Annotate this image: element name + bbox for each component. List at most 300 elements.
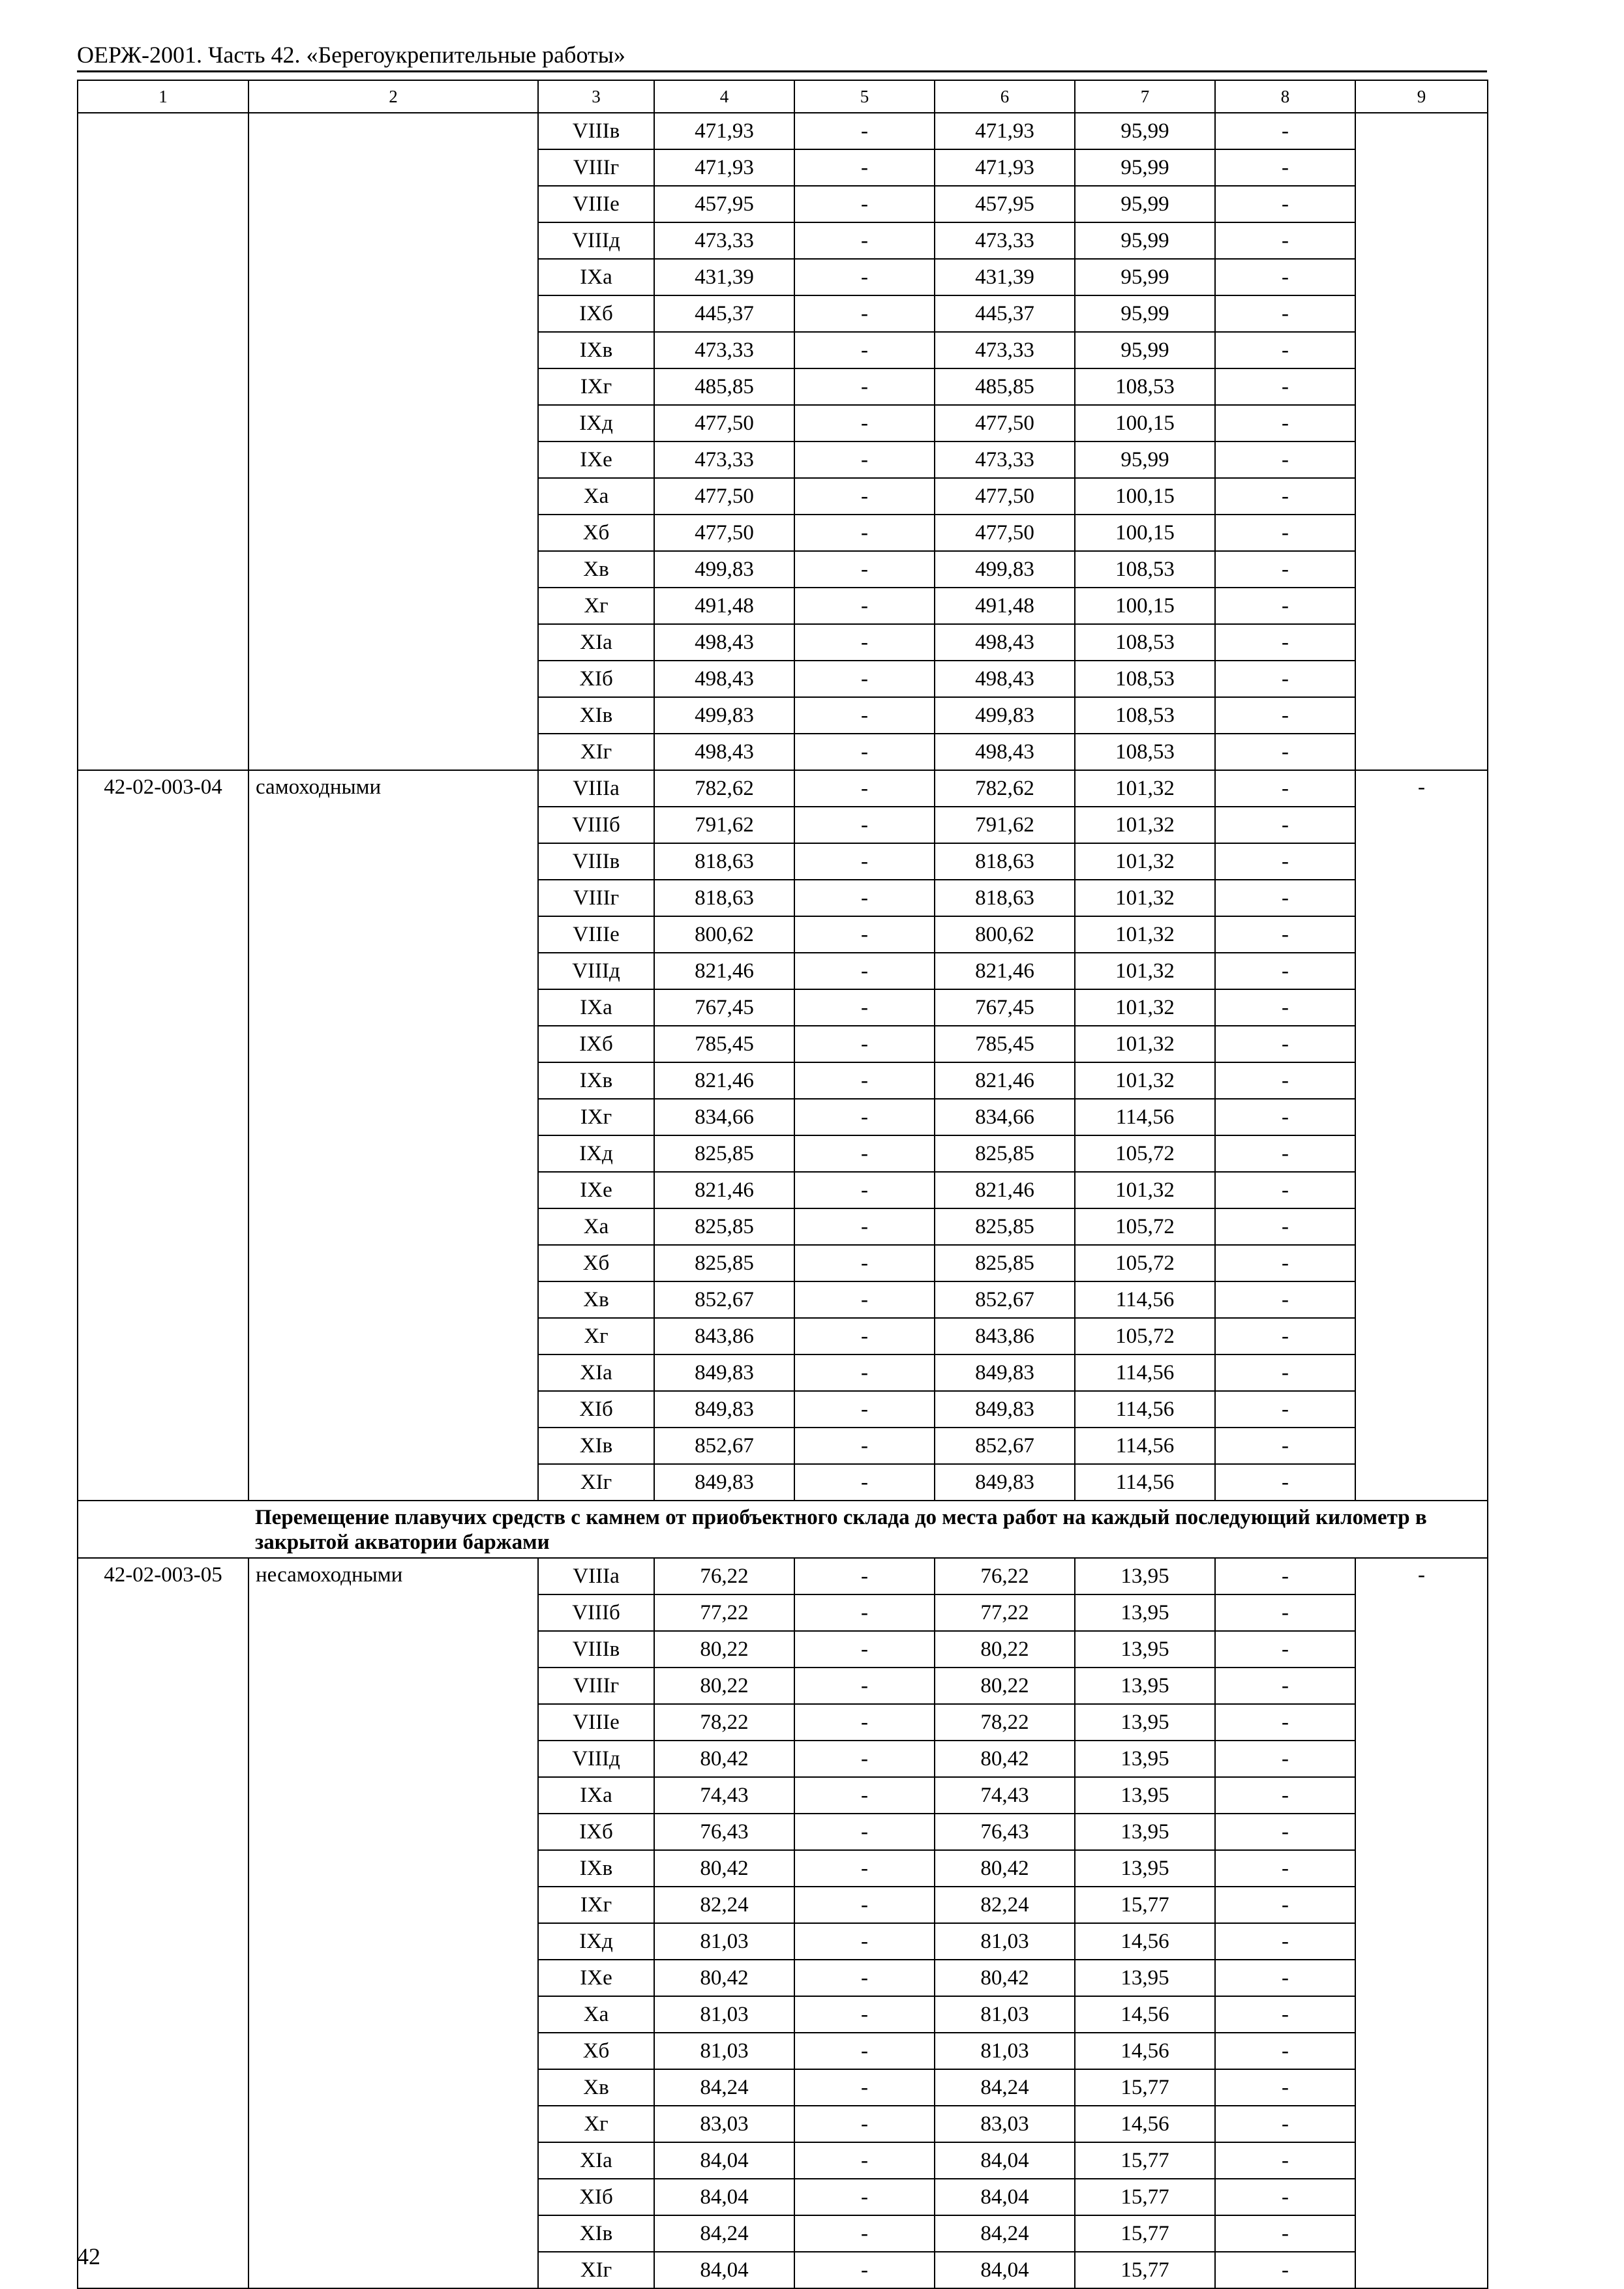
machine-cost-cell: 77,22 xyxy=(935,1594,1075,1631)
machine-cost-cell: 81,03 xyxy=(935,1996,1075,2033)
wages-cell: - xyxy=(794,1428,935,1464)
machinist-wages-cell: 13,95 xyxy=(1075,1814,1215,1850)
machinist-wages-cell: 14,56 xyxy=(1075,1923,1215,1960)
rock-category-cell: Xб xyxy=(538,1245,654,1281)
rock-category-cell: XIа xyxy=(538,2142,654,2179)
machine-cost-cell: 767,45 xyxy=(935,989,1075,1026)
materials-cell: - xyxy=(1215,1996,1355,2033)
machine-cost-cell: 498,43 xyxy=(935,624,1075,661)
rock-category-cell: IXб xyxy=(538,1814,654,1850)
wages-cell: - xyxy=(794,1464,935,1501)
machine-cost-cell: 84,24 xyxy=(935,2069,1075,2106)
rock-category-cell: IXа xyxy=(538,259,654,295)
machine-cost-cell: 782,62 xyxy=(935,770,1075,807)
column-9-cell: - xyxy=(1355,1558,1488,2288)
rock-category-cell: VIIIe xyxy=(538,1704,654,1741)
machinist-wages-cell: 13,95 xyxy=(1075,1741,1215,1777)
machine-cost-cell: 80,42 xyxy=(935,1960,1075,1996)
machine-cost-cell: 499,83 xyxy=(935,551,1075,588)
machinist-wages-cell: 101,32 xyxy=(1075,880,1215,916)
total-cost-cell: 84,04 xyxy=(654,2142,794,2179)
total-cost-cell: 81,03 xyxy=(654,1996,794,2033)
rock-category-cell: XIв xyxy=(538,697,654,734)
materials-cell: - xyxy=(1215,186,1355,222)
rock-category-cell: Xв xyxy=(538,2069,654,2106)
materials-cell: - xyxy=(1215,332,1355,368)
machine-cost-cell: 477,50 xyxy=(935,478,1075,515)
rock-category-cell: VIIIe xyxy=(538,186,654,222)
machine-cost-cell: 80,22 xyxy=(935,1631,1075,1668)
materials-cell: - xyxy=(1215,2142,1355,2179)
machinist-wages-cell: 95,99 xyxy=(1075,441,1215,478)
total-cost-cell: 76,22 xyxy=(654,1558,794,1594)
machinist-wages-cell: 114,56 xyxy=(1075,1391,1215,1428)
machinist-wages-cell: 13,95 xyxy=(1075,1558,1215,1594)
norm-code-cell: 42-02-003-05 xyxy=(78,1558,248,2288)
machinist-wages-cell: 13,95 xyxy=(1075,1960,1215,1996)
total-cost-cell: 821,46 xyxy=(654,953,794,989)
total-cost-cell: 852,67 xyxy=(654,1281,794,1318)
total-cost-cell: 445,37 xyxy=(654,295,794,332)
machinist-wages-cell: 108,53 xyxy=(1075,368,1215,405)
wages-cell: - xyxy=(794,1594,935,1631)
wages-cell: - xyxy=(794,661,935,697)
materials-cell: - xyxy=(1215,551,1355,588)
rock-category-cell: IXд xyxy=(538,1135,654,1172)
materials-cell: - xyxy=(1215,661,1355,697)
machine-cost-cell: 485,85 xyxy=(935,368,1075,405)
machinist-wages-cell: 108,53 xyxy=(1075,697,1215,734)
total-cost-cell: 477,50 xyxy=(654,405,794,441)
total-cost-cell: 843,86 xyxy=(654,1318,794,1354)
wages-cell: - xyxy=(794,515,935,551)
machinist-wages-cell: 14,56 xyxy=(1075,2033,1215,2069)
machinist-wages-cell: 13,95 xyxy=(1075,1704,1215,1741)
materials-cell: - xyxy=(1215,1704,1355,1741)
total-cost-cell: 499,83 xyxy=(654,551,794,588)
materials-cell: - xyxy=(1215,259,1355,295)
total-cost-cell: 849,83 xyxy=(654,1464,794,1501)
wages-cell: - xyxy=(794,1960,935,1996)
materials-cell: - xyxy=(1215,515,1355,551)
machinist-wages-cell: 13,95 xyxy=(1075,1594,1215,1631)
rock-category-cell: XIа xyxy=(538,1354,654,1391)
total-cost-cell: 498,43 xyxy=(654,661,794,697)
machinist-wages-cell: 95,99 xyxy=(1075,186,1215,222)
machine-cost-cell: 849,83 xyxy=(935,1391,1075,1428)
materials-cell: - xyxy=(1215,1631,1355,1668)
machine-cost-cell: 825,85 xyxy=(935,1135,1075,1172)
machine-cost-cell: 471,93 xyxy=(935,113,1075,149)
column-number: 7 xyxy=(1075,80,1215,113)
machine-cost-cell: 471,93 xyxy=(935,149,1075,186)
wages-cell: - xyxy=(794,1814,935,1850)
price-table xyxy=(77,80,1488,2289)
total-cost-cell: 852,67 xyxy=(654,1428,794,1464)
page-header-title: ОЕРЖ-2001. Часть 42. «Берегоукрепительные работы» xyxy=(77,42,625,68)
materials-cell: - xyxy=(1215,734,1355,770)
wages-cell: - xyxy=(794,149,935,186)
machinist-wages-cell: 105,72 xyxy=(1075,1135,1215,1172)
machine-cost-cell: 76,43 xyxy=(935,1814,1075,1850)
rock-category-cell: Xг xyxy=(538,1318,654,1354)
materials-cell: - xyxy=(1215,2033,1355,2069)
wages-cell: - xyxy=(794,295,935,332)
machine-cost-cell: 80,42 xyxy=(935,1850,1075,1887)
materials-cell: - xyxy=(1215,2252,1355,2288)
machinist-wages-cell: 15,77 xyxy=(1075,2069,1215,2106)
wages-cell: - xyxy=(794,2033,935,2069)
wages-cell: - xyxy=(794,1887,935,1923)
materials-cell: - xyxy=(1215,368,1355,405)
rock-category-cell: IXв xyxy=(538,1850,654,1887)
rock-category-cell: VIIIа xyxy=(538,770,654,807)
rock-category-cell: XIв xyxy=(538,1428,654,1464)
total-cost-cell: 84,24 xyxy=(654,2069,794,2106)
materials-cell: - xyxy=(1215,2069,1355,2106)
machinist-wages-cell: 95,99 xyxy=(1075,149,1215,186)
total-cost-cell: 78,22 xyxy=(654,1704,794,1741)
total-cost-cell: 849,83 xyxy=(654,1354,794,1391)
wages-cell: - xyxy=(794,807,935,843)
materials-cell: - xyxy=(1215,916,1355,953)
materials-cell: - xyxy=(1215,1208,1355,1245)
rock-category-cell: XIа xyxy=(538,624,654,661)
rock-category-cell: VIIIг xyxy=(538,149,654,186)
materials-cell: - xyxy=(1215,1960,1355,1996)
machine-cost-cell: 818,63 xyxy=(935,880,1075,916)
materials-cell: - xyxy=(1215,149,1355,186)
rock-category-cell: VIIIe xyxy=(538,916,654,953)
total-cost-cell: 782,62 xyxy=(654,770,794,807)
column-number: 3 xyxy=(538,80,654,113)
total-cost-cell: 82,24 xyxy=(654,1887,794,1923)
wages-cell: - xyxy=(794,1668,935,1704)
rock-category-cell: IXе xyxy=(538,441,654,478)
rock-category-cell: VIIIд xyxy=(538,953,654,989)
machinist-wages-cell: 14,56 xyxy=(1075,1996,1215,2033)
materials-cell: - xyxy=(1215,953,1355,989)
column-number: 4 xyxy=(654,80,794,113)
machinist-wages-cell: 13,95 xyxy=(1075,1850,1215,1887)
rock-category-cell: XIг xyxy=(538,2252,654,2288)
total-cost-cell: 485,85 xyxy=(654,368,794,405)
wages-cell: - xyxy=(794,989,935,1026)
machine-cost-cell: 834,66 xyxy=(935,1099,1075,1135)
machine-cost-cell: 825,85 xyxy=(935,1245,1075,1281)
machine-cost-cell: 852,67 xyxy=(935,1428,1075,1464)
total-cost-cell: 81,03 xyxy=(654,1923,794,1960)
materials-cell: - xyxy=(1215,1923,1355,1960)
machinist-wages-cell: 15,77 xyxy=(1075,2179,1215,2215)
materials-cell: - xyxy=(1215,1391,1355,1428)
column-number: 1 xyxy=(78,80,248,113)
machine-cost-cell: 821,46 xyxy=(935,953,1075,989)
machine-cost-cell: 791,62 xyxy=(935,807,1075,843)
section-title-row xyxy=(78,1501,1488,1558)
column-9-cell: - xyxy=(1355,770,1488,1501)
materials-cell: - xyxy=(1215,1887,1355,1923)
wages-cell: - xyxy=(794,697,935,734)
machine-cost-cell: 473,33 xyxy=(935,222,1075,259)
machinist-wages-cell: 101,32 xyxy=(1075,1172,1215,1208)
machine-cost-cell: 473,33 xyxy=(935,441,1075,478)
total-cost-cell: 457,95 xyxy=(654,186,794,222)
total-cost-cell: 498,43 xyxy=(654,734,794,770)
materials-cell: - xyxy=(1215,1814,1355,1850)
rock-category-cell: IXе xyxy=(538,1172,654,1208)
machine-cost-cell: 477,50 xyxy=(935,515,1075,551)
wages-cell: - xyxy=(794,113,935,149)
machinist-wages-cell: 95,99 xyxy=(1075,259,1215,295)
wages-cell: - xyxy=(794,1391,935,1428)
total-cost-cell: 477,50 xyxy=(654,478,794,515)
total-cost-cell: 473,33 xyxy=(654,222,794,259)
total-cost-cell: 74,43 xyxy=(654,1777,794,1814)
machine-cost-cell: 473,33 xyxy=(935,332,1075,368)
rock-category-cell: Xб xyxy=(538,515,654,551)
total-cost-cell: 849,83 xyxy=(654,1391,794,1428)
total-cost-cell: 767,45 xyxy=(654,989,794,1026)
materials-cell: - xyxy=(1215,1281,1355,1318)
materials-cell: - xyxy=(1215,1428,1355,1464)
materials-cell: - xyxy=(1215,2215,1355,2252)
machine-cost-cell: 81,03 xyxy=(935,1923,1075,1960)
machinist-wages-cell: 101,32 xyxy=(1075,807,1215,843)
total-cost-cell: 818,63 xyxy=(654,880,794,916)
machinist-wages-cell: 114,56 xyxy=(1075,1354,1215,1391)
rock-category-cell: IXв xyxy=(538,1062,654,1099)
rock-category-cell: IXб xyxy=(538,1026,654,1062)
wages-cell: - xyxy=(794,441,935,478)
machine-cost-cell: 498,43 xyxy=(935,661,1075,697)
machinist-wages-cell: 101,32 xyxy=(1075,989,1215,1026)
machinist-wages-cell: 105,72 xyxy=(1075,1208,1215,1245)
wages-cell: - xyxy=(794,405,935,441)
materials-cell: - xyxy=(1215,697,1355,734)
wages-cell: - xyxy=(794,1099,935,1135)
machinist-wages-cell: 114,56 xyxy=(1075,1428,1215,1464)
column-number-row xyxy=(78,80,1488,113)
materials-cell: - xyxy=(1215,1777,1355,1814)
wages-cell: - xyxy=(794,880,935,916)
machinist-wages-cell: 13,95 xyxy=(1075,1777,1215,1814)
wages-cell: - xyxy=(794,1850,935,1887)
machine-cost-cell: 800,62 xyxy=(935,916,1075,953)
total-cost-cell: 80,22 xyxy=(654,1631,794,1668)
materials-cell: - xyxy=(1215,1594,1355,1631)
machinist-wages-cell: 108,53 xyxy=(1075,661,1215,697)
materials-cell: - xyxy=(1215,807,1355,843)
rock-category-cell: IXд xyxy=(538,1923,654,1960)
machine-cost-cell: 80,22 xyxy=(935,1668,1075,1704)
rock-category-cell: XIг xyxy=(538,734,654,770)
materials-cell: - xyxy=(1215,478,1355,515)
rock-category-cell: VIIIв xyxy=(538,1631,654,1668)
wages-cell: - xyxy=(794,1245,935,1281)
materials-cell: - xyxy=(1215,2179,1355,2215)
materials-cell: - xyxy=(1215,1464,1355,1501)
wages-cell: - xyxy=(794,916,935,953)
total-cost-cell: 821,46 xyxy=(654,1172,794,1208)
rock-category-cell: VIIIд xyxy=(538,222,654,259)
machine-cost-cell: 849,83 xyxy=(935,1464,1075,1501)
norm-code-cell xyxy=(78,113,248,770)
rock-category-cell: IXг xyxy=(538,368,654,405)
machinist-wages-cell: 15,77 xyxy=(1075,1887,1215,1923)
materials-cell: - xyxy=(1215,1172,1355,1208)
wages-cell: - xyxy=(794,1208,935,1245)
wages-cell: - xyxy=(794,734,935,770)
machine-cost-cell: 818,63 xyxy=(935,843,1075,880)
machine-cost-cell: 852,67 xyxy=(935,1281,1075,1318)
wages-cell: - xyxy=(794,843,935,880)
materials-cell: - xyxy=(1215,588,1355,624)
rock-category-cell: XIб xyxy=(538,661,654,697)
machinist-wages-cell: 100,15 xyxy=(1075,478,1215,515)
materials-cell: - xyxy=(1215,1850,1355,1887)
work-description-cell: самоходными xyxy=(248,770,538,1501)
machine-cost-cell: 84,04 xyxy=(935,2142,1075,2179)
machine-cost-cell: 821,46 xyxy=(935,1172,1075,1208)
materials-cell: - xyxy=(1215,843,1355,880)
machinist-wages-cell: 100,15 xyxy=(1075,588,1215,624)
machinist-wages-cell: 100,15 xyxy=(1075,515,1215,551)
rock-category-cell: VIIIа xyxy=(538,1558,654,1594)
machinist-wages-cell: 15,77 xyxy=(1075,2252,1215,2288)
rock-category-cell: IXв xyxy=(538,332,654,368)
rock-category-cell: VIIIв xyxy=(538,113,654,149)
machine-cost-cell: 84,04 xyxy=(935,2252,1075,2288)
total-cost-cell: 825,85 xyxy=(654,1208,794,1245)
machinist-wages-cell: 101,32 xyxy=(1075,1062,1215,1099)
total-cost-cell: 80,42 xyxy=(654,1850,794,1887)
machine-cost-cell: 843,86 xyxy=(935,1318,1075,1354)
total-cost-cell: 477,50 xyxy=(654,515,794,551)
machine-cost-cell: 78,22 xyxy=(935,1704,1075,1741)
machinist-wages-cell: 15,77 xyxy=(1075,2142,1215,2179)
rock-category-cell: VIIIд xyxy=(538,1741,654,1777)
column-9-cell xyxy=(1355,113,1488,770)
total-cost-cell: 84,04 xyxy=(654,2179,794,2215)
wages-cell: - xyxy=(794,2252,935,2288)
machine-cost-cell: 431,39 xyxy=(935,259,1075,295)
wages-cell: - xyxy=(794,1558,935,1594)
machinist-wages-cell: 101,32 xyxy=(1075,843,1215,880)
total-cost-cell: 471,93 xyxy=(654,149,794,186)
rock-category-cell: Xа xyxy=(538,1996,654,2033)
total-cost-cell: 84,24 xyxy=(654,2215,794,2252)
machinist-wages-cell: 14,56 xyxy=(1075,2106,1215,2142)
machine-cost-cell: 477,50 xyxy=(935,405,1075,441)
materials-cell: - xyxy=(1215,1741,1355,1777)
rock-category-cell: IXг xyxy=(538,1099,654,1135)
total-cost-cell: 431,39 xyxy=(654,259,794,295)
total-cost-cell: 791,62 xyxy=(654,807,794,843)
total-cost-cell: 83,03 xyxy=(654,2106,794,2142)
machine-cost-cell: 84,04 xyxy=(935,2179,1075,2215)
materials-cell: - xyxy=(1215,405,1355,441)
machinist-wages-cell: 108,53 xyxy=(1075,734,1215,770)
machinist-wages-cell: 101,32 xyxy=(1075,916,1215,953)
table-row xyxy=(78,113,1488,149)
total-cost-cell: 473,33 xyxy=(654,441,794,478)
rock-category-cell: IXа xyxy=(538,989,654,1026)
total-cost-cell: 499,83 xyxy=(654,697,794,734)
header-rule xyxy=(77,70,1487,72)
table-row xyxy=(78,1558,1488,1594)
rock-category-cell: VIIIг xyxy=(538,1668,654,1704)
machine-cost-cell: 849,83 xyxy=(935,1354,1075,1391)
materials-cell: - xyxy=(1215,1558,1355,1594)
rock-category-cell: Xб xyxy=(538,2033,654,2069)
machine-cost-cell: 445,37 xyxy=(935,295,1075,332)
materials-cell: - xyxy=(1215,1354,1355,1391)
machine-cost-cell: 457,95 xyxy=(935,186,1075,222)
materials-cell: - xyxy=(1215,295,1355,332)
wages-cell: - xyxy=(794,770,935,807)
wages-cell: - xyxy=(794,1354,935,1391)
materials-cell: - xyxy=(1215,1318,1355,1354)
wages-cell: - xyxy=(794,2179,935,2215)
machinist-wages-cell: 114,56 xyxy=(1075,1099,1215,1135)
norm-code-cell: 42-02-003-04 xyxy=(78,770,248,1501)
machine-cost-cell: 499,83 xyxy=(935,697,1075,734)
rock-category-cell: IXа xyxy=(538,1777,654,1814)
wages-cell: - xyxy=(794,222,935,259)
materials-cell: - xyxy=(1215,1668,1355,1704)
materials-cell: - xyxy=(1215,1062,1355,1099)
machinist-wages-cell: 108,53 xyxy=(1075,624,1215,661)
table-row xyxy=(78,770,1488,807)
wages-cell: - xyxy=(794,1135,935,1172)
rock-category-cell: VIIIб xyxy=(538,807,654,843)
materials-cell: - xyxy=(1215,624,1355,661)
total-cost-cell: 825,85 xyxy=(654,1135,794,1172)
machinist-wages-cell: 95,99 xyxy=(1075,222,1215,259)
total-cost-cell: 76,43 xyxy=(654,1814,794,1850)
wages-cell: - xyxy=(794,551,935,588)
materials-cell: - xyxy=(1215,113,1355,149)
machinist-wages-cell: 15,77 xyxy=(1075,2215,1215,2252)
rock-category-cell: VIIIб xyxy=(538,1594,654,1631)
wages-cell: - xyxy=(794,1777,935,1814)
column-number: 5 xyxy=(794,80,935,113)
machine-cost-cell: 81,03 xyxy=(935,2033,1075,2069)
work-description-cell: несамоходными xyxy=(248,1558,538,2288)
wages-cell: - xyxy=(794,1923,935,1960)
machine-cost-cell: 76,22 xyxy=(935,1558,1075,1594)
rock-category-cell: IXг xyxy=(538,1887,654,1923)
machinist-wages-cell: 13,95 xyxy=(1075,1668,1215,1704)
machinist-wages-cell: 101,32 xyxy=(1075,953,1215,989)
materials-cell: - xyxy=(1215,989,1355,1026)
machine-cost-cell: 82,24 xyxy=(935,1887,1075,1923)
machine-cost-cell: 83,03 xyxy=(935,2106,1075,2142)
rock-category-cell: IXб xyxy=(538,295,654,332)
total-cost-cell: 471,93 xyxy=(654,113,794,149)
machinist-wages-cell: 95,99 xyxy=(1075,113,1215,149)
wages-cell: - xyxy=(794,953,935,989)
column-number: 8 xyxy=(1215,80,1355,113)
materials-cell: - xyxy=(1215,880,1355,916)
machinist-wages-cell: 105,72 xyxy=(1075,1245,1215,1281)
materials-cell: - xyxy=(1215,1026,1355,1062)
wages-cell: - xyxy=(794,478,935,515)
machinist-wages-cell: 114,56 xyxy=(1075,1464,1215,1501)
wages-cell: - xyxy=(794,2069,935,2106)
wages-cell: - xyxy=(794,1704,935,1741)
